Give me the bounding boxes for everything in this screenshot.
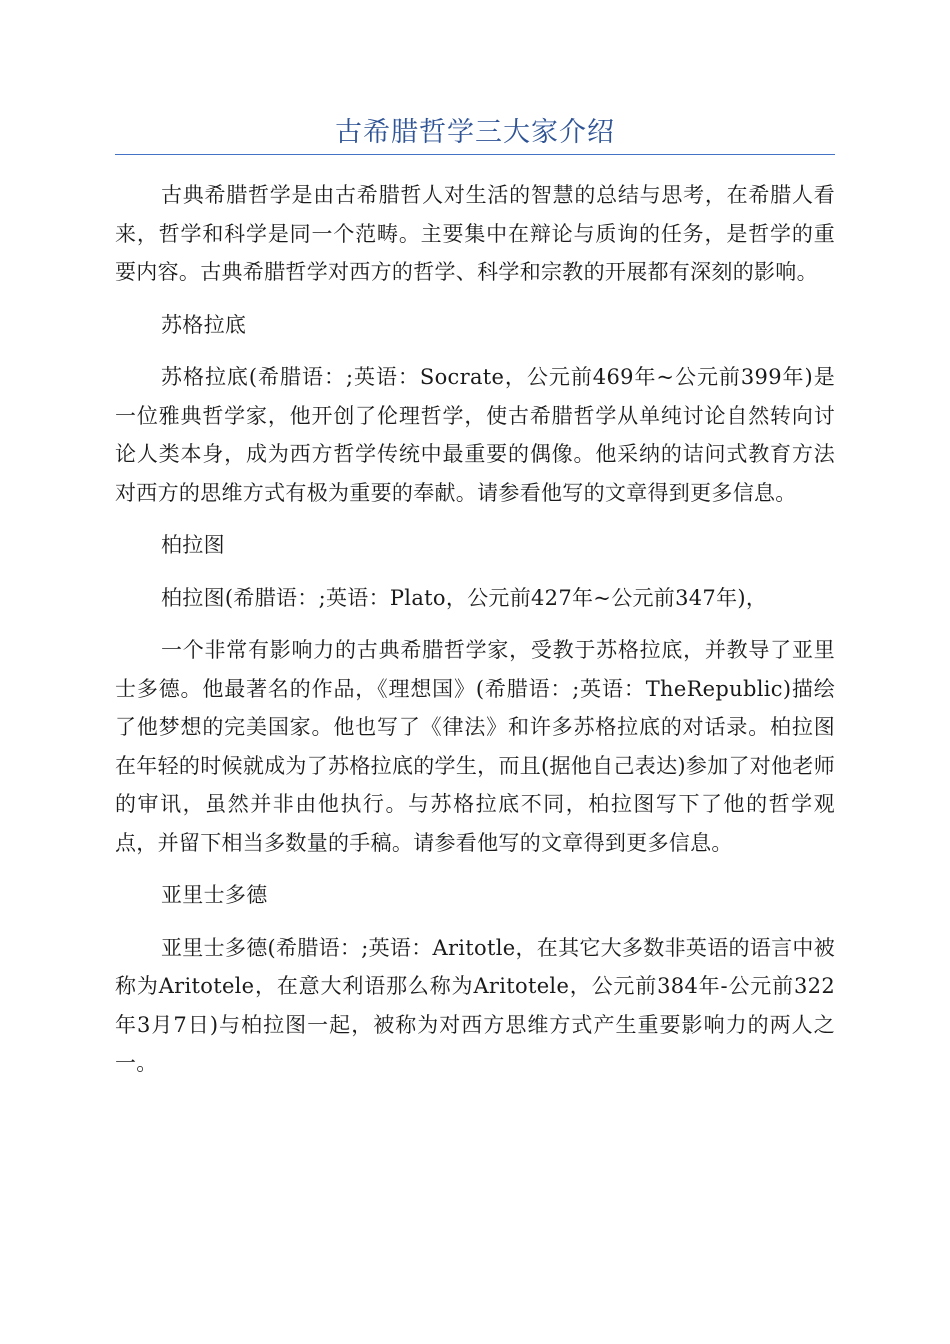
socrates-paragraph: 苏格拉底(希腊语：;英语：Socrate，公元前469年~公元前399年)是一位雅典哲学家，他开创了伦理哲学，使古希腊哲学从单纯讨论自然转向讨论人类本身，成为西方哲学传统中最重要的偶像。他采纳的诘问式教育方法对西方的思维方式有极为重要的奉献。请参看他写的文章得到更多信息。 — [115, 365, 835, 505]
aristotle-paragraph: 亚里士多德(希腊语：;英语：Aritotle，在其它大多数非英语的语言中被称为Aritotele，在意大利语那么称为Aritotele，公元前384年-公元前322年3月7日)与柏拉图一起，被称为对西方思维方式产生重要影响力的两人之一。 — [115, 935, 835, 1075]
section-heading-plato: 柏拉图 — [161, 533, 225, 557]
document-title: 古希腊哲学三大家介绍 — [335, 117, 615, 148]
intro-paragraph: 古典希腊哲学是由古希腊哲人对生活的智慧的总结与思考，在希腊人看来，哲学和科学是同一个范畴。主要集中在辩论与质询的任务，是哲学的重要内容。古典希腊哲学对西方的哲学、科学和宗教的开展都有深刻的影响。 — [115, 183, 835, 284]
plato-paragraph-1: 柏拉图(希腊语：;英语：Plato，公元前427年~公元前347年)， — [161, 585, 768, 610]
section-heading-aristotle: 亚里士多德 — [161, 883, 268, 907]
title-underline — [115, 154, 835, 155]
plato-paragraph-2: 一个非常有影响力的古典希腊哲学家，受教于苏格拉底，并教导了亚里士多德。他最著名的作品，《理想国》(希腊语：;英语：TheRepublic)描绘了他梦想的完美国家。他也写了《律法》和许多苏格拉底的对话录。柏拉图在年轻的时候就成为了苏格拉底的学生，而且(据他自己表达)参加了对他老师的审讯，虽然并非由他执行。与苏格拉底不同，柏拉图写下了他的哲学观点，并留下相当多数量的手稿。请参看他写的文章得到更多信息。 — [115, 638, 835, 855]
document-body — [115, 176, 835, 1097]
section-heading-socrates: 苏格拉底 — [161, 312, 247, 337]
